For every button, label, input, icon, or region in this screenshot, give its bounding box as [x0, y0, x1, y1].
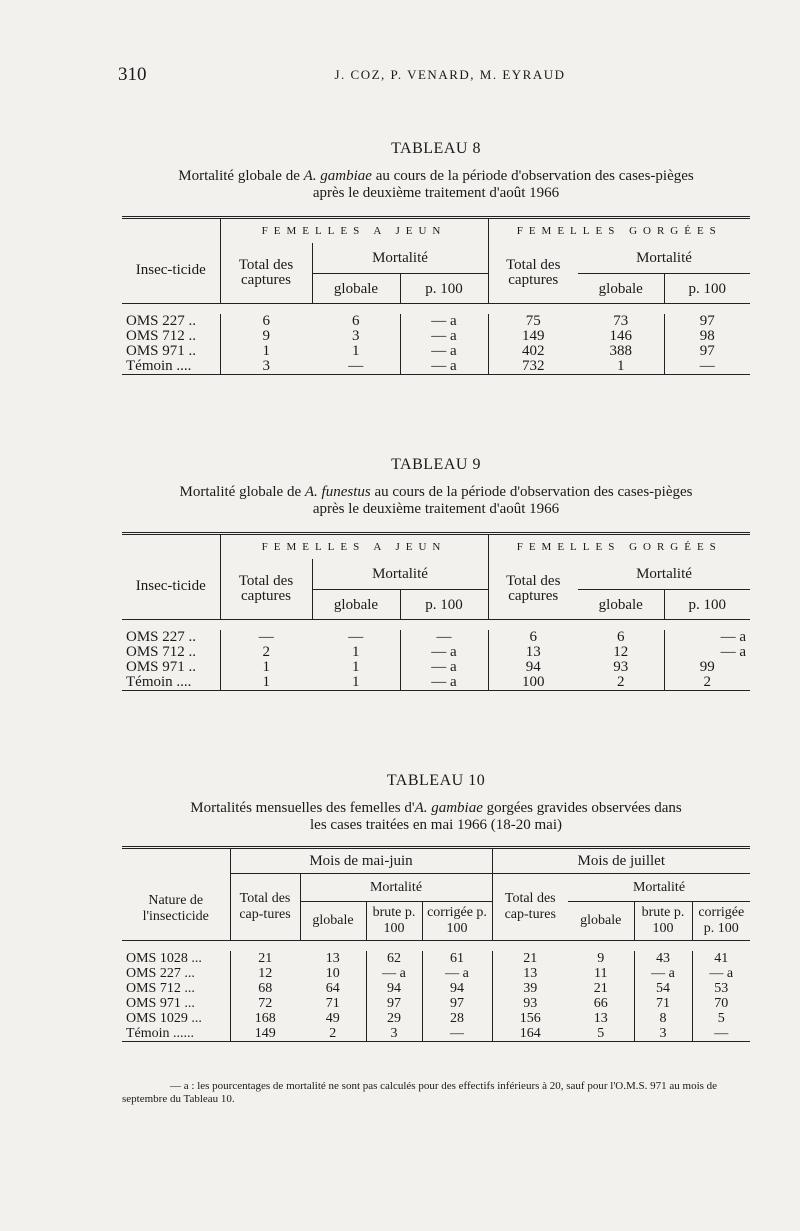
month-july-header: Mois de juillet: [492, 848, 750, 874]
table-cell: 70: [692, 996, 750, 1011]
table-cell: — a: [366, 966, 422, 981]
table-cell: 21: [230, 951, 300, 966]
table-cell: 71: [634, 996, 692, 1011]
raw-percent-header: brute p. 100: [366, 901, 422, 940]
table-caption: [122, 168, 750, 202]
table-cell: — a: [400, 645, 488, 660]
table-cell: OMS 971 ..: [126, 343, 197, 359]
table-cell: — a: [422, 966, 492, 981]
table-cell: — a: [400, 314, 488, 329]
table-cell: 13: [488, 645, 578, 660]
table-cell: OMS 227 ...: [126, 966, 195, 981]
insecticide-header: [122, 534, 220, 620]
table-cell: 2: [220, 645, 312, 660]
table-cell: —: [220, 630, 312, 645]
table-cell: 164: [492, 1026, 568, 1042]
table-cell: 168: [230, 1011, 300, 1026]
global-header: globale: [312, 590, 400, 620]
table-cell: 2: [329, 1026, 337, 1041]
table-caption: [122, 800, 750, 834]
table-row: [122, 1011, 750, 1026]
raw-percent-header: brute p. 100: [634, 901, 692, 940]
percent-header: p. 100: [664, 274, 750, 304]
global-header: globale: [598, 597, 643, 613]
table-cell: 1: [617, 358, 625, 374]
global-header: globale: [598, 281, 643, 297]
table-cell: 21: [492, 951, 568, 966]
table-cell: OMS 712 ..: [126, 644, 197, 660]
table-cell: 3: [352, 328, 360, 344]
table-9: [122, 532, 750, 691]
caption-text: Mortalité globale de: [178, 168, 304, 184]
table-cell: 13: [325, 951, 340, 966]
table-cell: 10: [325, 966, 340, 981]
table-cell: 75: [488, 314, 578, 329]
table-cell: OMS 1028 ...: [126, 951, 202, 966]
table-cell: 6: [488, 630, 578, 645]
table-cell: Insec-ticide: [135, 261, 206, 278]
table-cell: — a: [400, 675, 488, 691]
table-cell: Témoin ......: [126, 1026, 195, 1041]
table-cell: 1: [220, 344, 312, 359]
mortality-header: Mortalité: [578, 243, 750, 274]
table-cell: 2: [617, 674, 625, 690]
table-cell: 13: [593, 1011, 608, 1026]
table-row: [122, 359, 750, 375]
table-cell: 1: [352, 674, 360, 690]
table-cell: 29: [366, 1011, 422, 1026]
table-cell: — a: [400, 359, 488, 375]
table-cell: 97: [664, 344, 750, 359]
table-row: [122, 645, 750, 660]
table-cell: OMS 227 ..: [126, 629, 197, 645]
table-cell: 21: [593, 981, 608, 996]
table-cell: 72: [230, 996, 300, 1011]
table-cell: — a: [400, 344, 488, 359]
table-cell: 97: [422, 996, 492, 1011]
table-cell: 54: [634, 981, 692, 996]
table-row: [122, 660, 750, 675]
table-cell: 9: [597, 951, 605, 966]
table-cell: —: [664, 359, 750, 375]
table-cell: 39: [492, 981, 568, 996]
total-captures-header: Total des captures: [220, 559, 312, 620]
mortality-header: Mortalité: [300, 874, 492, 902]
table-cell: OMS 712 ...: [126, 981, 195, 996]
table-cell: 61: [422, 951, 492, 966]
running-head: J. COZ, P. VENARD, M. EYRAUD: [334, 67, 566, 82]
table-cell: 6: [220, 314, 312, 329]
corrected-percent-header: corrigée p. 100: [692, 901, 750, 940]
females-fasting-header: FEMELLES A JEUN: [220, 218, 488, 244]
table-cell: 3: [366, 1026, 422, 1042]
table-row: [122, 996, 750, 1011]
table-cell: 3: [220, 359, 312, 375]
table-cell: —: [348, 629, 364, 645]
table-cell: 5: [692, 1011, 750, 1026]
table-cell: 3: [634, 1026, 692, 1042]
table-10-block: [122, 772, 750, 1042]
mortality-header: Mortalité: [312, 243, 488, 274]
table-cell: 41: [692, 951, 750, 966]
table-cell: 12: [230, 966, 300, 981]
caption-text: gorgées gravides observées dans: [482, 800, 682, 816]
table-cell: 100: [488, 675, 578, 691]
table-cell: 94: [366, 981, 422, 996]
table-cell: 99: [664, 660, 750, 675]
table-cell: 11: [594, 966, 608, 981]
table-title: TABLEAU 9: [391, 456, 481, 473]
table-cell: —: [422, 1026, 492, 1042]
table-cell: 388: [609, 343, 632, 359]
table-cell: — a: [692, 966, 750, 981]
table-cell: 12: [613, 644, 629, 660]
caption-species: A. gambiae: [414, 800, 483, 816]
percent-header: p. 100: [400, 590, 488, 620]
table-cell: 5: [597, 1026, 605, 1041]
table-cell: 149: [488, 329, 578, 344]
caption-text: au cours de la période d'observation des cases-pièges: [371, 168, 694, 184]
total-captures-header: Total des cap-tures: [492, 874, 568, 941]
table-cell: —: [348, 358, 364, 374]
table-cell: 9: [220, 329, 312, 344]
table-row: [122, 1026, 750, 1042]
table-cell: 64: [325, 981, 340, 996]
table-cell: 28: [422, 1011, 492, 1026]
table-cell: 66: [593, 996, 608, 1011]
table-cell: 93: [613, 659, 629, 675]
table-cell: 156: [492, 1011, 568, 1026]
table-cell: — a: [664, 645, 750, 660]
month-may-june-header: Mois de mai-juin: [230, 848, 492, 874]
table-cell: 6: [352, 313, 360, 329]
table-cell: —: [400, 630, 488, 645]
table-title: TABLEAU 8: [391, 140, 481, 157]
total-captures-header: Total des captures: [488, 243, 578, 304]
caption-text: Mortalités mensuelles des femelles d': [190, 800, 415, 816]
total-captures-header: Total des captures: [488, 559, 578, 620]
table-cell: — a: [400, 329, 488, 344]
table-cell: Témoin ....: [126, 358, 192, 374]
table-cell: 402: [488, 344, 578, 359]
table-cell: 62: [366, 951, 422, 966]
caption-text: les cases traitées en mai 1966 (18-20 mai): [310, 817, 562, 833]
females-fasting-header: FEMELLES A JEUN: [220, 534, 488, 560]
caption-text: après le deuxième traitement d'août 1966: [312, 501, 560, 517]
caption-species: A. funestus: [304, 484, 371, 500]
total-captures-header: Total des cap-tures: [230, 874, 300, 941]
table-cell: 6: [617, 629, 625, 645]
table-cell: —: [692, 1026, 750, 1042]
percent-header: p. 100: [400, 274, 488, 304]
table-cell: 68: [230, 981, 300, 996]
table-cell: 146: [609, 328, 632, 344]
mortality-header: Mortalité: [578, 559, 750, 590]
table-cell: 93: [492, 996, 568, 1011]
table-row: [122, 329, 750, 344]
table-cell: Témoin ....: [126, 674, 192, 690]
table-cell: Insec-ticide: [135, 577, 206, 594]
mortality-header: Mortalité: [312, 559, 488, 590]
table-cell: 98: [664, 329, 750, 344]
global-header: globale: [580, 913, 622, 929]
table-row: [122, 630, 750, 645]
table-cell: OMS 712 ..: [126, 328, 197, 344]
table-cell: 2: [664, 675, 750, 691]
table-cell: 732: [488, 359, 578, 375]
table-cell: — a: [634, 966, 692, 981]
table-row: [122, 314, 750, 329]
caption-text: Mortalité globale de: [179, 484, 305, 500]
insecticide-header: [122, 218, 220, 304]
table-cell: OMS 227 ..: [126, 313, 197, 329]
table-row: [122, 675, 750, 691]
table-cell: — a: [664, 630, 750, 645]
caption-species: A. gambiae: [303, 168, 372, 184]
table-cell: 8: [634, 1011, 692, 1026]
table-cell: 1: [352, 659, 360, 675]
nature-header: Nature de l'insecticide: [142, 892, 209, 924]
table-row: [122, 951, 750, 966]
table-cell: 97: [664, 314, 750, 329]
table-cell: 43: [634, 951, 692, 966]
table-cell: 97: [366, 996, 422, 1011]
table-caption: [122, 484, 750, 518]
table-cell: OMS 1029 ...: [126, 1011, 202, 1026]
table-cell: — a: [400, 660, 488, 675]
table-cell: 94: [488, 660, 578, 675]
table-9-block: [122, 456, 750, 691]
table-cell: OMS 971 ..: [126, 659, 197, 675]
table-cell: 1: [220, 660, 312, 675]
caption-text: après le deuxième traitement d'août 1966: [312, 185, 560, 201]
percent-header: p. 100: [664, 590, 750, 620]
table-cell: 71: [325, 996, 340, 1011]
page-number: 310: [118, 64, 147, 85]
table-cell: 94: [422, 981, 492, 996]
mortality-header: Mortalité: [568, 874, 750, 902]
table-10: [122, 846, 750, 1042]
table-cell: 53: [692, 981, 750, 996]
table-cell: 49: [325, 1011, 340, 1026]
table-cell: 13: [492, 966, 568, 981]
corrected-percent-header: corrigée p. 100: [422, 901, 492, 940]
table-cell: 1: [352, 343, 360, 359]
table-cell: 1: [220, 675, 312, 691]
table-title: TABLEAU 10: [386, 772, 486, 789]
table-cell: 149: [230, 1026, 300, 1042]
females-fed-header: FEMELLES GORGÉES: [488, 218, 750, 244]
global-header: globale: [300, 901, 366, 940]
table-cell: 73: [613, 313, 629, 329]
table-8: [122, 216, 750, 375]
females-fed-header: FEMELLES GORGÉES: [488, 534, 750, 560]
caption-text: au cours de la période d'observation des cases-pièges: [370, 484, 693, 500]
total-captures-header: Total des captures: [220, 243, 312, 304]
table-cell: OMS 971 ...: [126, 996, 195, 1011]
page-header: [118, 64, 752, 86]
footnote: — a : les pourcentages de mortalité ne sont pas calculés pour des effectifs inférieurs à 20, sauf pour l'O.M.S. 971 au mois de septembre du Tableau 10.: [122, 1080, 718, 1105]
table-row: [122, 981, 750, 996]
table-8-block: [122, 140, 750, 375]
table-cell: 1: [352, 644, 360, 660]
table-row: [122, 966, 750, 981]
global-header: globale: [312, 274, 400, 304]
table-row: [122, 344, 750, 359]
